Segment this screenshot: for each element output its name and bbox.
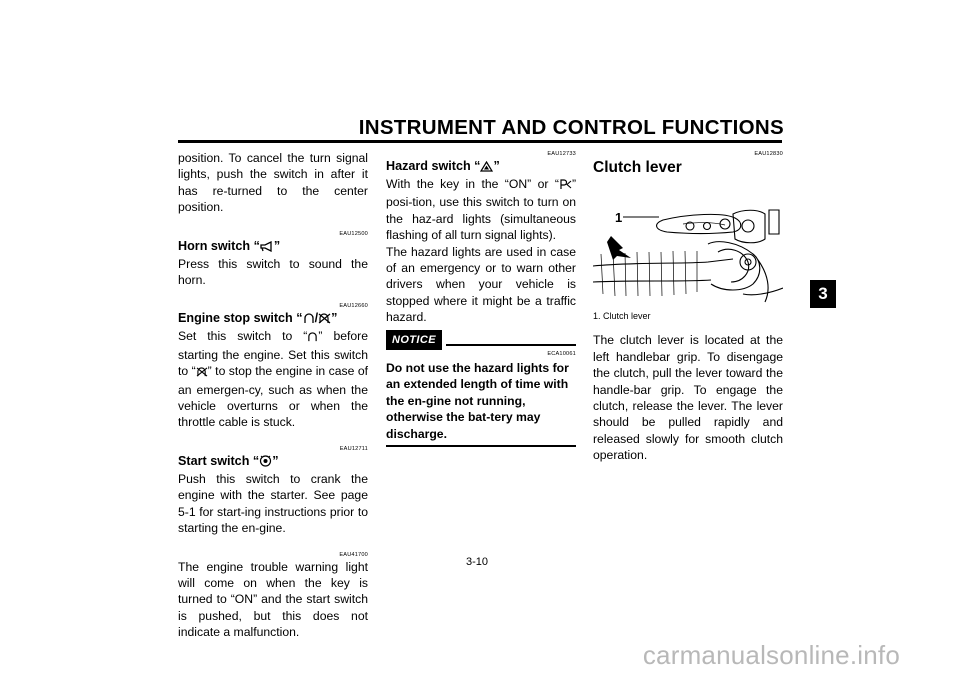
section-code: ECA10061 [547, 351, 576, 358]
trouble-body: The engine trouble warning light will come on when the key is turned to “ON” and the start switch is pushed, but this does not indicate a malfunction. [178, 559, 368, 640]
intro-paragraph: position. To cancel the turn signal lights, push the switch in after it has re-turned to the center position. [178, 151, 368, 215]
start-switch-title: Start switch “ ” [178, 453, 368, 471]
page-number: 3-10 [466, 556, 489, 568]
clutch-lever-illustration [593, 184, 783, 304]
section-code: EAU12660 [339, 303, 368, 310]
chapter-tab: 3 [810, 280, 836, 308]
clutch-lever-title: Clutch lever [593, 159, 682, 176]
engine-stop-icon [196, 365, 208, 381]
hazard-body-2: The hazard lights are used in case of an emergency or to warn other drivers when your vehicle is stopped where it might be a traffic hazard. [386, 244, 576, 325]
notice-text: Do not use the hazard lights for an extended length of time with the en-gine not running, otherwise the bat-tery may discharge. [386, 361, 569, 441]
column-1 [178, 150, 368, 641]
hazard-body-1: With the key in the “ON” or “ ” posi-tion, use this switch to turn on the haz-ard lights (simultaneous flashing of all turn signal lights). [386, 177, 576, 243]
section-code: EAU12500 [339, 230, 368, 237]
page-header-title: INSTRUMENT AND CONTROL FUNCTIONS [358, 116, 784, 139]
section-code: EAU12830 [754, 151, 783, 157]
section-code: EAU41700 [339, 551, 368, 558]
clutch-lever-figure [593, 184, 783, 304]
notice-badge: NOTICE [386, 330, 442, 350]
section-code: EAU12733 [547, 151, 576, 157]
start-icon [259, 455, 272, 471]
horn-body: Press this switch to sound the horn. [178, 256, 368, 288]
figure-callout-label: 1 [615, 210, 623, 225]
section-code: EAU12711 [339, 445, 368, 452]
engine-stop-body: Set this switch to “ ” before starting the engine. Set this switch to “ ” to stop the engine in case of an emergen-cy, such as when the vehicle overturns or when the throttle cable is stuck. [178, 329, 368, 430]
notice-bottom-rule [386, 445, 576, 447]
header-rule [178, 140, 782, 143]
arrow-icon [607, 236, 631, 260]
hazard-switch-title: Hazard switch “ ” [386, 158, 576, 176]
column-3 [593, 150, 783, 464]
engine-stop-icon [318, 312, 331, 328]
hazard-icon [480, 160, 493, 176]
watermark: carmanualsonline.info [642, 640, 900, 670]
engine-stop-title: Engine stop switch “ / ” [178, 310, 368, 328]
start-body: Push this switch to crank the engine with the starter. See page 5-1 for start-ing instructions prior to starting the en-gine. [178, 471, 368, 536]
engine-run-icon [303, 312, 315, 328]
horn-switch-title: Horn switch “ ” [178, 238, 368, 256]
engine-run-icon [307, 330, 318, 346]
notice-header [386, 330, 576, 350]
figure-caption: 1. Clutch lever [593, 311, 651, 321]
clutch-lever-body: The clutch lever is located at the left handlebar grip. To disengage the clutch, pull the lever toward the handle-bar grip. To engage the clutch, release the lever. The lever should be pulled rapidly and released slowly for smooth clutch operation. [593, 333, 783, 463]
parking-icon [559, 178, 572, 194]
horn-icon [260, 240, 274, 256]
column-2 [386, 150, 576, 447]
